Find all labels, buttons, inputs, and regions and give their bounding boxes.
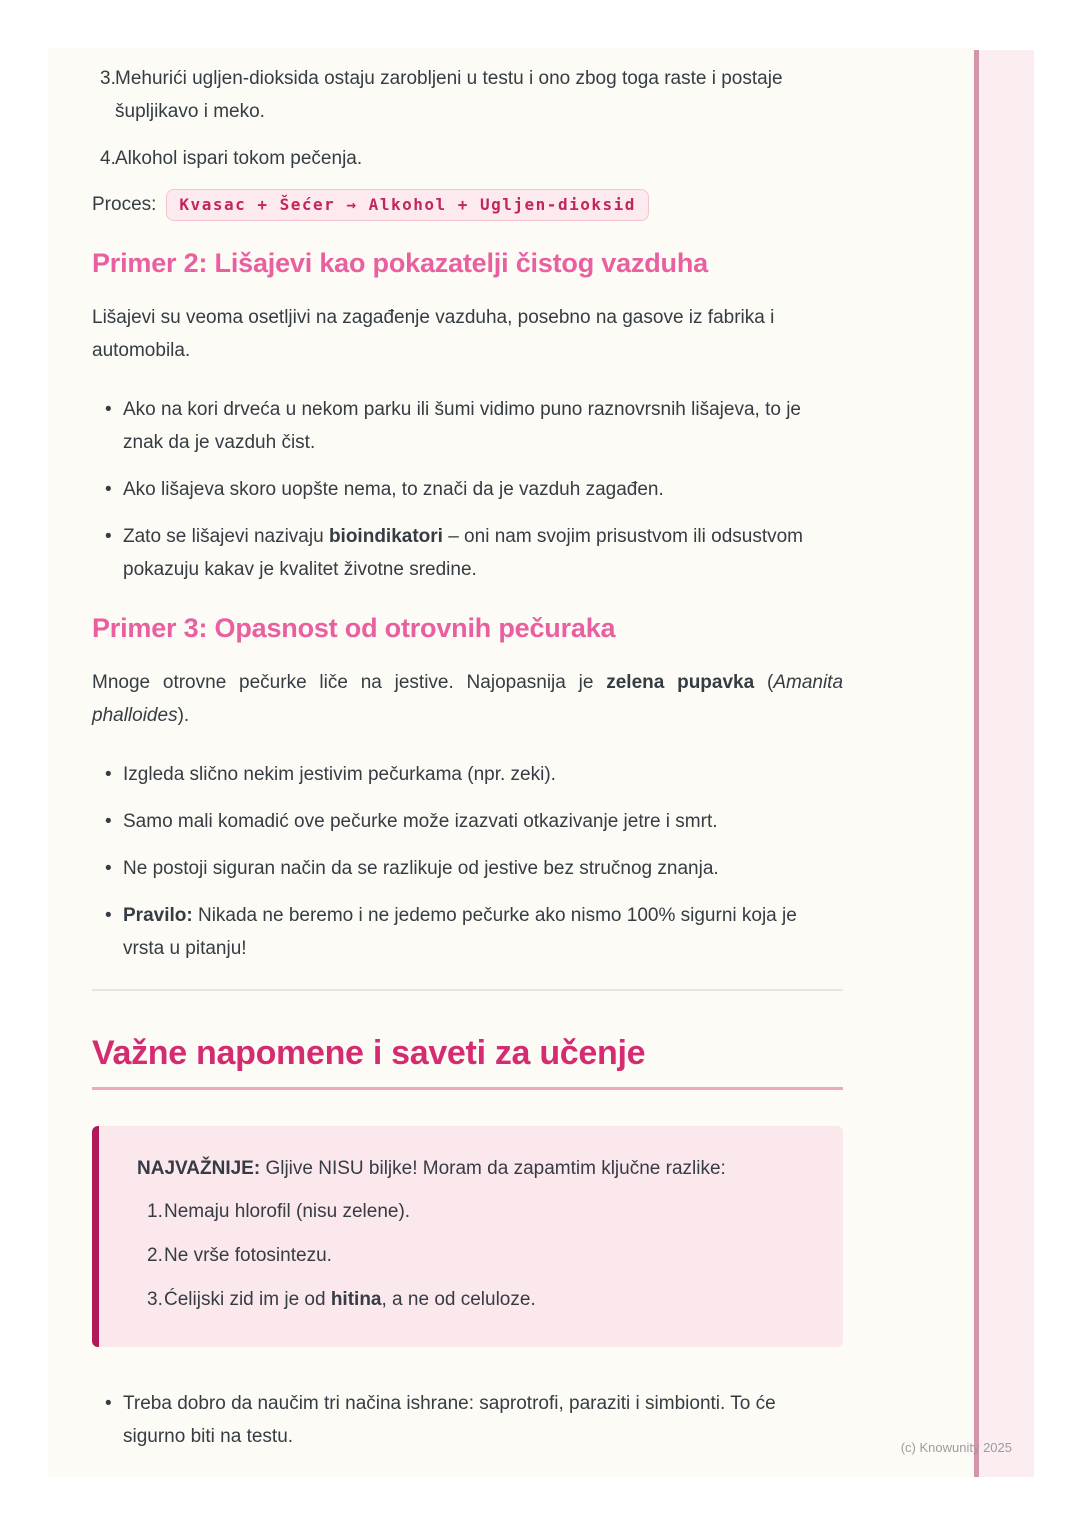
list-item-text: Izgleda slično nekim jestivim pečurkama (npr. zeki). [123,764,556,785]
list-item [92,899,843,965]
list-number: 3. [100,68,116,89]
numbered-item [137,1239,813,1272]
section-heading-primer2: Primer 2: Lišajevi kao pokazatelji čistog vazduha [92,248,708,278]
list-item-text: Ne postoji siguran način da se razlikuje od jestive bez stručnog znanja. [123,858,719,879]
primer2-bullet-list [92,393,843,586]
bullet-icon: • [105,811,112,832]
primer3-intro-paragraph: Mnoge otrovne pečurke liče na jestive. Najopasnija je zelena pupavka (Amanita phalloides). [92,672,844,726]
bullet-icon: • [105,858,112,879]
numbered-item [92,142,843,175]
list-item-text: Ako na kori drveća u nekom parku ili šumi vidimo puno raznovrsnih lišajeva, to je znak da je vazduh čist. [123,399,801,453]
process-row [92,189,843,221]
bullet-icon: • [105,399,112,420]
list-item [92,758,843,791]
section-divider [92,989,843,991]
numbered-item [92,62,843,128]
bullet-icon: • [105,764,112,785]
page-content [92,48,843,1467]
process-steps-list [92,62,843,175]
list-number: 2. [147,1245,163,1266]
numbered-item [137,1195,813,1228]
list-item [92,520,843,586]
bullet-icon: • [105,905,112,926]
page-edge-stripe [974,50,1034,1477]
callout-numbered-list [137,1195,813,1316]
list-item [92,805,843,838]
section-heading-primer3: Primer 3: Opasnost od otrovnih pečuraka [92,613,616,643]
list-item-text: Zato se lišajevi nazivaju bioindikatori – oni nam svojim prisustvom ili odsustvom pokazuju kakav je kvalitet životne sredine. [123,526,804,580]
document-page [48,48,975,1477]
callout-box [92,1126,843,1347]
list-number: 1. [147,1201,163,1222]
primer2-intro-paragraph: Lišajevi su veoma osetljivi na zagađenje vazduha, posebno na gasove iz fabrika i automobila. [92,307,775,361]
list-item [92,852,843,885]
numbered-item-text: Ne vrše fotosintezu. [164,1245,332,1266]
list-item-text: Treba dobro da naučim tri načina ishrane: saprotrofi, paraziti i simbionti. To će sigurno biti na testu. [123,1393,776,1447]
page-title: Važne napomene i saveti za učenje [92,1031,843,1090]
numbered-item-text: Mehurići ugljen-dioksida ostaju zarobljeni u testu i ono zbog toga raste i postaje šupljikavo i meko. [115,68,783,122]
list-item-text: Pravilo: Nikada ne beremo i ne jedemo pečurke ako nismo 100% sigurni koja je vrsta u pitanju! [123,905,797,959]
list-number: 4. [100,148,116,169]
numbered-item [137,1283,813,1316]
list-item-text: Ako lišajeva skoro uopšte nema, to znači da je vazduh zagađen. [123,479,664,500]
footer-copyright: (c) Knowunity 2025 [900,1440,1012,1455]
bullet-icon: • [105,526,112,547]
process-label: Proces: [92,194,157,215]
process-formula-chip: Kvasac + Šećer → Alkohol + Ugljen-dioksid [166,189,648,221]
primer3-bullet-list [92,758,843,965]
numbered-item-text: Alkohol ispari tokom pečenja. [115,148,363,169]
list-item [92,473,843,506]
bullet-icon: • [105,1393,112,1414]
list-item [92,393,843,459]
callout-lead: NAJVAŽNIJE: Gljive NISU biljke! Moram da zapamtim ključne razlike: [137,1158,726,1179]
bullet-icon: • [105,479,112,500]
list-number: 3. [147,1289,163,1310]
numbered-item-text: Ćelijski zid im je od hitina, a ne od celuloze. [164,1289,536,1310]
list-item-text: Samo mali komadić ove pečurke može izazvati otkazivanje jetre i smrt. [123,811,718,832]
numbered-item-text: Nemaju hlorofil (nisu zelene). [164,1201,411,1222]
